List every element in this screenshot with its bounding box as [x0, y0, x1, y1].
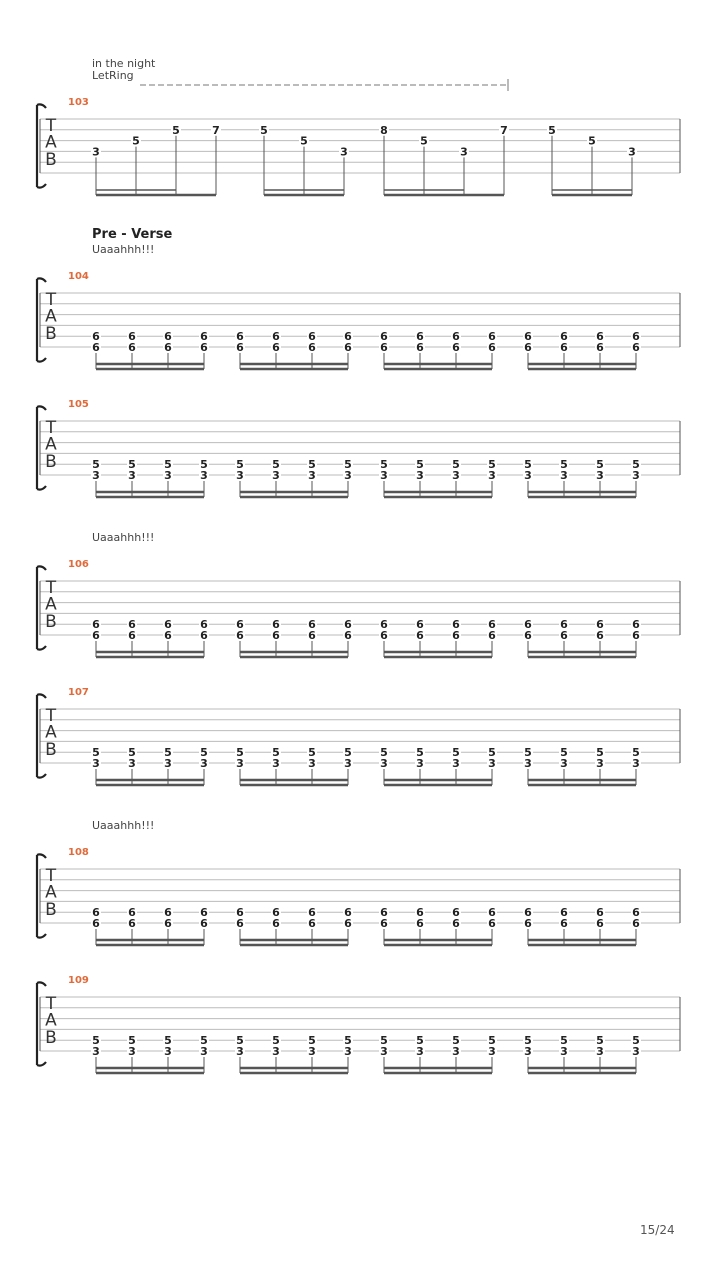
fret-number: 5 [200, 1034, 208, 1048]
fret-number: 3 [452, 1045, 460, 1058]
fret-number: 5 [272, 458, 280, 472]
fret-number: 6 [380, 906, 388, 920]
fret-number: 6 [200, 629, 208, 642]
fret-number: 3 [344, 757, 352, 770]
fret-number: 6 [380, 917, 388, 930]
fret-number: 3 [416, 757, 424, 770]
fret-number: 3 [452, 757, 460, 770]
fret-number: 5 [416, 1034, 424, 1048]
fret-number: 6 [488, 618, 496, 632]
fret-number: 5 [560, 1034, 568, 1048]
fret-number: 3 [596, 757, 604, 770]
measure-number: 106 [68, 559, 89, 570]
fret-number: 3 [344, 469, 352, 482]
fret-number: 5 [416, 458, 424, 472]
fret-number: 5 [300, 134, 308, 148]
fret-number: 5 [524, 746, 532, 760]
fret-number: 6 [632, 330, 640, 344]
fret-number: 3 [488, 469, 496, 482]
fret-number: 3 [488, 1045, 496, 1058]
fret-number: 5 [548, 123, 556, 137]
fret-number: 6 [596, 906, 604, 920]
fret-number: 3 [128, 757, 136, 770]
fret-number: 5 [308, 746, 316, 760]
tab-clef-letter: A [45, 1010, 57, 1031]
fret-number: 3 [628, 145, 636, 159]
fret-number: 5 [132, 134, 140, 148]
fret-number: 6 [452, 629, 460, 642]
fret-number: 5 [272, 746, 280, 760]
let-ring-label: LetRing [92, 69, 134, 82]
fret-number: 5 [632, 1034, 640, 1048]
fret-number: 6 [524, 618, 532, 632]
fret-number: 6 [380, 629, 388, 642]
fret-number: 6 [200, 618, 208, 632]
page-number: 15/24 [640, 1223, 675, 1237]
measure-number: 104 [68, 271, 89, 282]
fret-number: 3 [272, 1045, 280, 1058]
fret-number: 6 [524, 906, 532, 920]
fret-number: 6 [128, 341, 136, 354]
fret-number: 6 [236, 906, 244, 920]
fret-number: 6 [200, 341, 208, 354]
fret-number: 3 [92, 145, 100, 159]
fret-number: 6 [128, 917, 136, 930]
fret-number: 5 [524, 458, 532, 472]
fret-number: 3 [92, 1045, 100, 1058]
fret-number: 5 [420, 134, 428, 148]
fret-number: 3 [488, 757, 496, 770]
fret-number: 5 [92, 1034, 100, 1048]
fret-number: 6 [560, 341, 568, 354]
fret-number: 3 [452, 469, 460, 482]
fret-number: 6 [452, 906, 460, 920]
fret-number: 6 [272, 330, 280, 344]
fret-number: 6 [272, 906, 280, 920]
fret-number: 6 [488, 906, 496, 920]
fret-number: 5 [128, 746, 136, 760]
fret-number: 6 [272, 341, 280, 354]
fret-number: 5 [200, 458, 208, 472]
measure-number: 107 [68, 687, 89, 698]
fret-number: 3 [632, 469, 640, 482]
fret-number: 6 [380, 618, 388, 632]
fret-number: 6 [488, 629, 496, 642]
fret-number: 6 [344, 618, 352, 632]
fret-number: 6 [272, 917, 280, 930]
fret-number: 6 [308, 330, 316, 344]
tab-clef-letter: T [45, 577, 57, 598]
fret-number: 3 [524, 757, 532, 770]
fret-number: 3 [632, 757, 640, 770]
fret-number: 5 [164, 458, 172, 472]
tab-staff-measure-107 [0, 685, 720, 795]
fret-number: 6 [380, 330, 388, 344]
fret-number: 5 [596, 1034, 604, 1048]
measure-number: 109 [68, 975, 89, 986]
fret-number: 6 [200, 906, 208, 920]
fret-number: 3 [308, 1045, 316, 1058]
fret-number: 6 [416, 917, 424, 930]
fret-number: 3 [340, 145, 348, 159]
fret-number: 6 [236, 330, 244, 344]
fret-number: 5 [344, 458, 352, 472]
fret-number: 5 [272, 1034, 280, 1048]
fret-number: 3 [560, 1045, 568, 1058]
fret-number: 6 [596, 330, 604, 344]
fret-number: 6 [128, 906, 136, 920]
fret-number: 3 [560, 757, 568, 770]
fret-number: 5 [596, 458, 604, 472]
fret-number: 5 [236, 746, 244, 760]
fret-number: 6 [560, 917, 568, 930]
fret-number: 5 [524, 1034, 532, 1048]
fret-number: 3 [200, 1045, 208, 1058]
fret-number: 5 [308, 1034, 316, 1048]
fret-number: 5 [488, 746, 496, 760]
fret-number: 5 [488, 458, 496, 472]
fret-number: 3 [128, 1045, 136, 1058]
fret-number: 3 [164, 757, 172, 770]
measure-number: 103 [68, 97, 89, 108]
fret-number: 5 [452, 458, 460, 472]
fret-number: 5 [380, 458, 388, 472]
fret-number: 6 [632, 341, 640, 354]
fret-number: 5 [92, 746, 100, 760]
fret-number: 3 [460, 145, 468, 159]
fret-number: 3 [272, 469, 280, 482]
fret-number: 6 [560, 330, 568, 344]
fret-number: 6 [200, 917, 208, 930]
fret-number: 3 [200, 757, 208, 770]
tab-clef-letter: A [45, 434, 57, 455]
fret-number: 6 [416, 906, 424, 920]
fret-number: 3 [92, 757, 100, 770]
fret-number: 6 [344, 917, 352, 930]
tab-clef-letter: T [45, 289, 57, 310]
fret-number: 5 [344, 746, 352, 760]
fret-number: 6 [524, 917, 532, 930]
lyric-in-the-night: in the night [92, 57, 156, 70]
measure-number: 108 [68, 847, 89, 858]
fret-number: 6 [344, 906, 352, 920]
fret-number: 6 [452, 341, 460, 354]
fret-number: 6 [164, 618, 172, 632]
fret-number: 6 [452, 618, 460, 632]
fret-number: 6 [308, 341, 316, 354]
fret-number: 5 [164, 1034, 172, 1048]
fret-number: 6 [488, 341, 496, 354]
fret-number: 5 [596, 746, 604, 760]
fret-number: 5 [236, 458, 244, 472]
fret-number: 6 [416, 618, 424, 632]
fret-number: 6 [236, 341, 244, 354]
fret-number: 5 [416, 746, 424, 760]
fret-number: 6 [272, 618, 280, 632]
fret-number: 6 [308, 618, 316, 632]
fret-number: 6 [488, 917, 496, 930]
measure-number: 105 [68, 399, 89, 410]
fret-number: 6 [380, 341, 388, 354]
tab-clef-letter: B [45, 740, 57, 761]
section-title: Pre - Verse [92, 227, 173, 242]
tab-clef-letter: B [45, 150, 57, 171]
tab-clef-letter: B [45, 612, 57, 633]
fret-number: 6 [200, 330, 208, 344]
fret-number: 3 [596, 469, 604, 482]
tab-clef-letter: B [45, 900, 57, 921]
fret-number: 5 [260, 123, 268, 137]
fret-number: 6 [128, 330, 136, 344]
tab-staff-measure-103 [0, 95, 720, 205]
fret-number: 6 [416, 629, 424, 642]
fret-number: 3 [164, 469, 172, 482]
fret-number: 5 [236, 1034, 244, 1048]
fret-number: 5 [164, 746, 172, 760]
fret-number: 5 [632, 458, 640, 472]
fret-number: 6 [92, 330, 100, 344]
fret-number: 6 [92, 618, 100, 632]
fret-number: 6 [488, 330, 496, 344]
fret-number: 5 [128, 458, 136, 472]
fret-number: 3 [596, 1045, 604, 1058]
fret-number: 6 [560, 906, 568, 920]
fret-number: 6 [560, 629, 568, 642]
tab-clef-letter: T [45, 865, 57, 886]
fret-number: 3 [236, 1045, 244, 1058]
fret-number: 6 [344, 330, 352, 344]
fret-number: 6 [164, 341, 172, 354]
fret-number: 6 [308, 917, 316, 930]
fret-number: 3 [344, 1045, 352, 1058]
tab-clef-letter: B [45, 324, 57, 345]
fret-number: 6 [596, 618, 604, 632]
tab-clef-letter: T [45, 115, 57, 136]
fret-number: 3 [200, 469, 208, 482]
fret-number: 6 [560, 618, 568, 632]
fret-number: 3 [524, 1045, 532, 1058]
fret-number: 5 [560, 458, 568, 472]
fret-number: 6 [236, 917, 244, 930]
fret-number: 3 [380, 1045, 388, 1058]
fret-number: 6 [92, 341, 100, 354]
fret-number: 6 [596, 341, 604, 354]
fret-number: 6 [632, 906, 640, 920]
fret-number: 5 [308, 458, 316, 472]
fret-number: 6 [452, 330, 460, 344]
fret-number: 6 [92, 917, 100, 930]
fret-number: 3 [416, 469, 424, 482]
tab-clef-letter: B [45, 1028, 57, 1049]
fret-number: 6 [596, 629, 604, 642]
tab-staff-measure-106 [0, 557, 720, 667]
fret-number: 5 [452, 746, 460, 760]
let-ring-dashed-line [0, 78, 720, 92]
fret-number: 5 [344, 1034, 352, 1048]
fret-number: 6 [308, 906, 316, 920]
tab-clef-letter: A [45, 722, 57, 743]
fret-number: 6 [164, 629, 172, 642]
fret-number: 6 [128, 618, 136, 632]
section-lyric: Uaaahhh!!! [92, 243, 155, 256]
fret-number: 6 [596, 917, 604, 930]
fret-number: 6 [164, 330, 172, 344]
fret-number: 6 [632, 629, 640, 642]
fret-number: 3 [308, 757, 316, 770]
fret-number: 3 [380, 469, 388, 482]
tab-clef-letter: A [45, 882, 57, 903]
fret-number: 5 [380, 746, 388, 760]
fret-number: 5 [452, 1034, 460, 1048]
fret-number: 6 [344, 629, 352, 642]
fret-number: 3 [416, 1045, 424, 1058]
fret-number: 6 [632, 917, 640, 930]
fret-number: 3 [236, 757, 244, 770]
fret-number: 6 [344, 341, 352, 354]
fret-number: 5 [488, 1034, 496, 1048]
fret-number: 3 [380, 757, 388, 770]
fret-number: 3 [92, 469, 100, 482]
fret-number: 6 [632, 618, 640, 632]
tab-clef-letter: A [45, 306, 57, 327]
tab-clef-letter: A [45, 594, 57, 615]
fret-number: 3 [632, 1045, 640, 1058]
fret-number: 8 [380, 123, 388, 137]
fret-number: 6 [524, 330, 532, 344]
fret-number: 6 [524, 341, 532, 354]
fret-number: 5 [588, 134, 596, 148]
fret-number: 6 [236, 618, 244, 632]
fret-number: 3 [524, 469, 532, 482]
tab-clef-letter: A [45, 132, 57, 153]
lyric-row-106: Uaaahhh!!! [92, 531, 155, 544]
fret-number: 5 [632, 746, 640, 760]
tab-clef-letter: T [45, 993, 57, 1014]
fret-number: 6 [128, 629, 136, 642]
fret-number: 6 [92, 629, 100, 642]
fret-number: 5 [200, 746, 208, 760]
fret-number: 6 [524, 629, 532, 642]
fret-number: 6 [236, 629, 244, 642]
fret-number: 6 [416, 341, 424, 354]
fret-number: 3 [560, 469, 568, 482]
fret-number: 6 [416, 330, 424, 344]
tab-staff-measure-104 [0, 269, 720, 379]
tab-clef-letter: B [45, 452, 57, 473]
fret-number: 6 [308, 629, 316, 642]
fret-number: 5 [560, 746, 568, 760]
fret-number: 6 [272, 629, 280, 642]
fret-number: 3 [308, 469, 316, 482]
tab-clef-letter: T [45, 417, 57, 438]
fret-number: 5 [92, 458, 100, 472]
tab-staff-measure-109 [0, 973, 720, 1083]
tab-staff-measure-108 [0, 845, 720, 955]
fret-number: 6 [164, 906, 172, 920]
fret-number: 7 [212, 123, 220, 137]
lyric-row-108: Uaaahhh!!! [92, 819, 155, 832]
fret-number: 6 [452, 917, 460, 930]
fret-number: 5 [172, 123, 180, 137]
fret-number: 7 [500, 123, 508, 137]
fret-number: 5 [380, 1034, 388, 1048]
tab-staff-measure-105 [0, 397, 720, 507]
fret-number: 5 [128, 1034, 136, 1048]
fret-number: 3 [164, 1045, 172, 1058]
tab-clef-letter: T [45, 705, 57, 726]
fret-number: 3 [128, 469, 136, 482]
fret-number: 3 [236, 469, 244, 482]
fret-number: 3 [272, 757, 280, 770]
fret-number: 6 [164, 917, 172, 930]
fret-number: 6 [92, 906, 100, 920]
